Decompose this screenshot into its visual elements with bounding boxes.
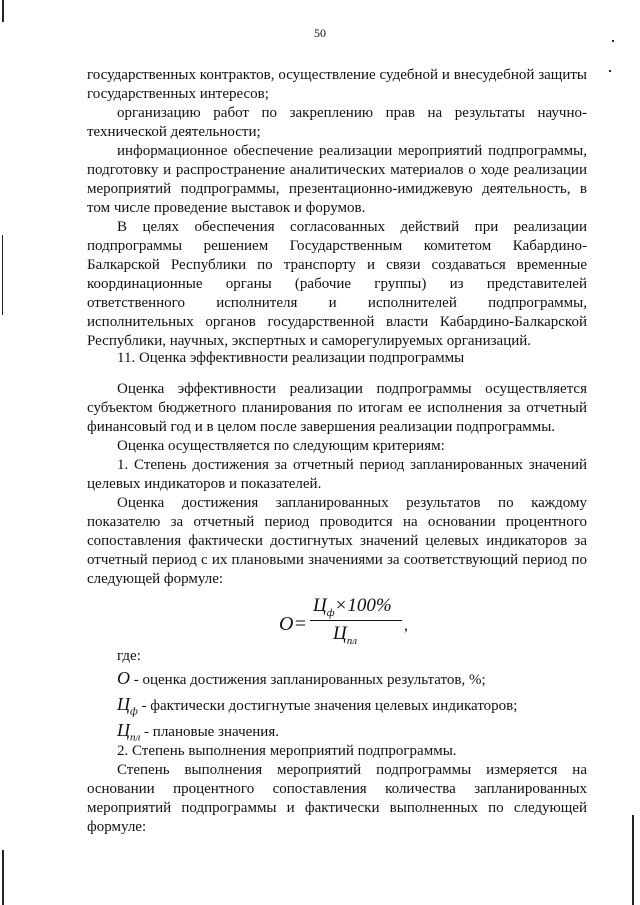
legend-symbol: $Ц_{пл}$ (117, 720, 141, 744)
text-block-2 (87, 380, 587, 589)
scan-dot (609, 70, 611, 72)
section-heading: 11. Оценка эффективности реализации подпрограммы (117, 350, 465, 366)
legend-item (117, 668, 486, 689)
scan-dot (612, 40, 614, 42)
text-block-3 (87, 742, 587, 837)
page-number: 50 (314, 26, 326, 40)
paragraph: 2. Степень выполнения мероприятий подпрограммы. (117, 743, 457, 759)
scan-edge-left-top (2, 0, 4, 22)
paragraph: В целях обеспечения согласованных действий при реализации подпрограммы решением Государственным комитетом Кабардино-Балкарской Республики по транспорту и связи создаваться временные координационные органы (рабочие группы) из представителей ответственного исполнителя и исполнителей подпрограммы, исполнительных органов государственной власти Кабардино-Балкарской Республики, научных, экспертных и саморегулируемых организаций. (87, 219, 587, 349)
legend-symbol: $Ц_ф$ (117, 694, 138, 718)
formula-comma: , (404, 617, 408, 634)
paragraph: государственных контрактов, осуществление судебной и внесудебной защиты государственных интересов; (87, 67, 587, 102)
paragraph: Оценка достижения запланированных результатов по каждому показателю за отчетный период проводится на основании процентного сопоставления фактически достигнутых значений целевых индикаторов за отчетный период с их плановыми значениями за соответствующий период по следующей формуле: (87, 495, 587, 587)
scan-edge-left-bottom (2, 850, 4, 905)
paragraph: Оценка осуществляется по следующим критериям: (117, 438, 445, 454)
scan-edge-left (2, 235, 3, 315)
legend-text: - фактически достигнутые значения целевых индикаторов; (141, 698, 518, 714)
legend-symbol: О (117, 668, 130, 688)
legend-text: - плановые значения. (144, 724, 279, 740)
fraction-bar (310, 620, 402, 621)
legend-item (117, 720, 279, 744)
paragraph: Степень выполнения мероприятий подпрограммы измеряется на основании процентного сопоставления количества запланированных мероприятий подпрограммы и фактически выполненных по следующей формуле: (87, 762, 587, 835)
formula-lhs: О= (279, 613, 307, 635)
paragraph: информационное обеспечение реализации мероприятий подпрограммы, подготовку и распространение аналитических материалов о ходе реализации мероприятий подпрограммы, презентационно-имиджевую деятельность, в том числе проведение выставок и форумов. (87, 143, 587, 216)
formula (277, 595, 427, 655)
formula-denominator: $Ц_{пл}$ (333, 623, 358, 647)
text-block-1 (87, 66, 587, 351)
formula-numerator: $Ц_ф\times 100\%$ (313, 595, 392, 619)
scan-edge-right (632, 815, 634, 905)
paragraph: организацию работ по закреплению прав на результаты научно-технической деятельности; (87, 105, 587, 140)
paragraph: 1. Степень достижения за отчетный период запланированных значений целевых индикаторов и показателей. (87, 457, 587, 492)
where-label: где: (117, 648, 141, 664)
legend-text: - оценка достижения запланированных результатов, %; (133, 672, 486, 688)
legend-item (117, 694, 517, 718)
paragraph: Оценка эффективности реализации подпрограммы осуществляется субъектом бюджетного планирования по итогам ее исполнения за отчетный финансовый год и в целом после завершения реализации подпрограммы. (87, 381, 587, 435)
